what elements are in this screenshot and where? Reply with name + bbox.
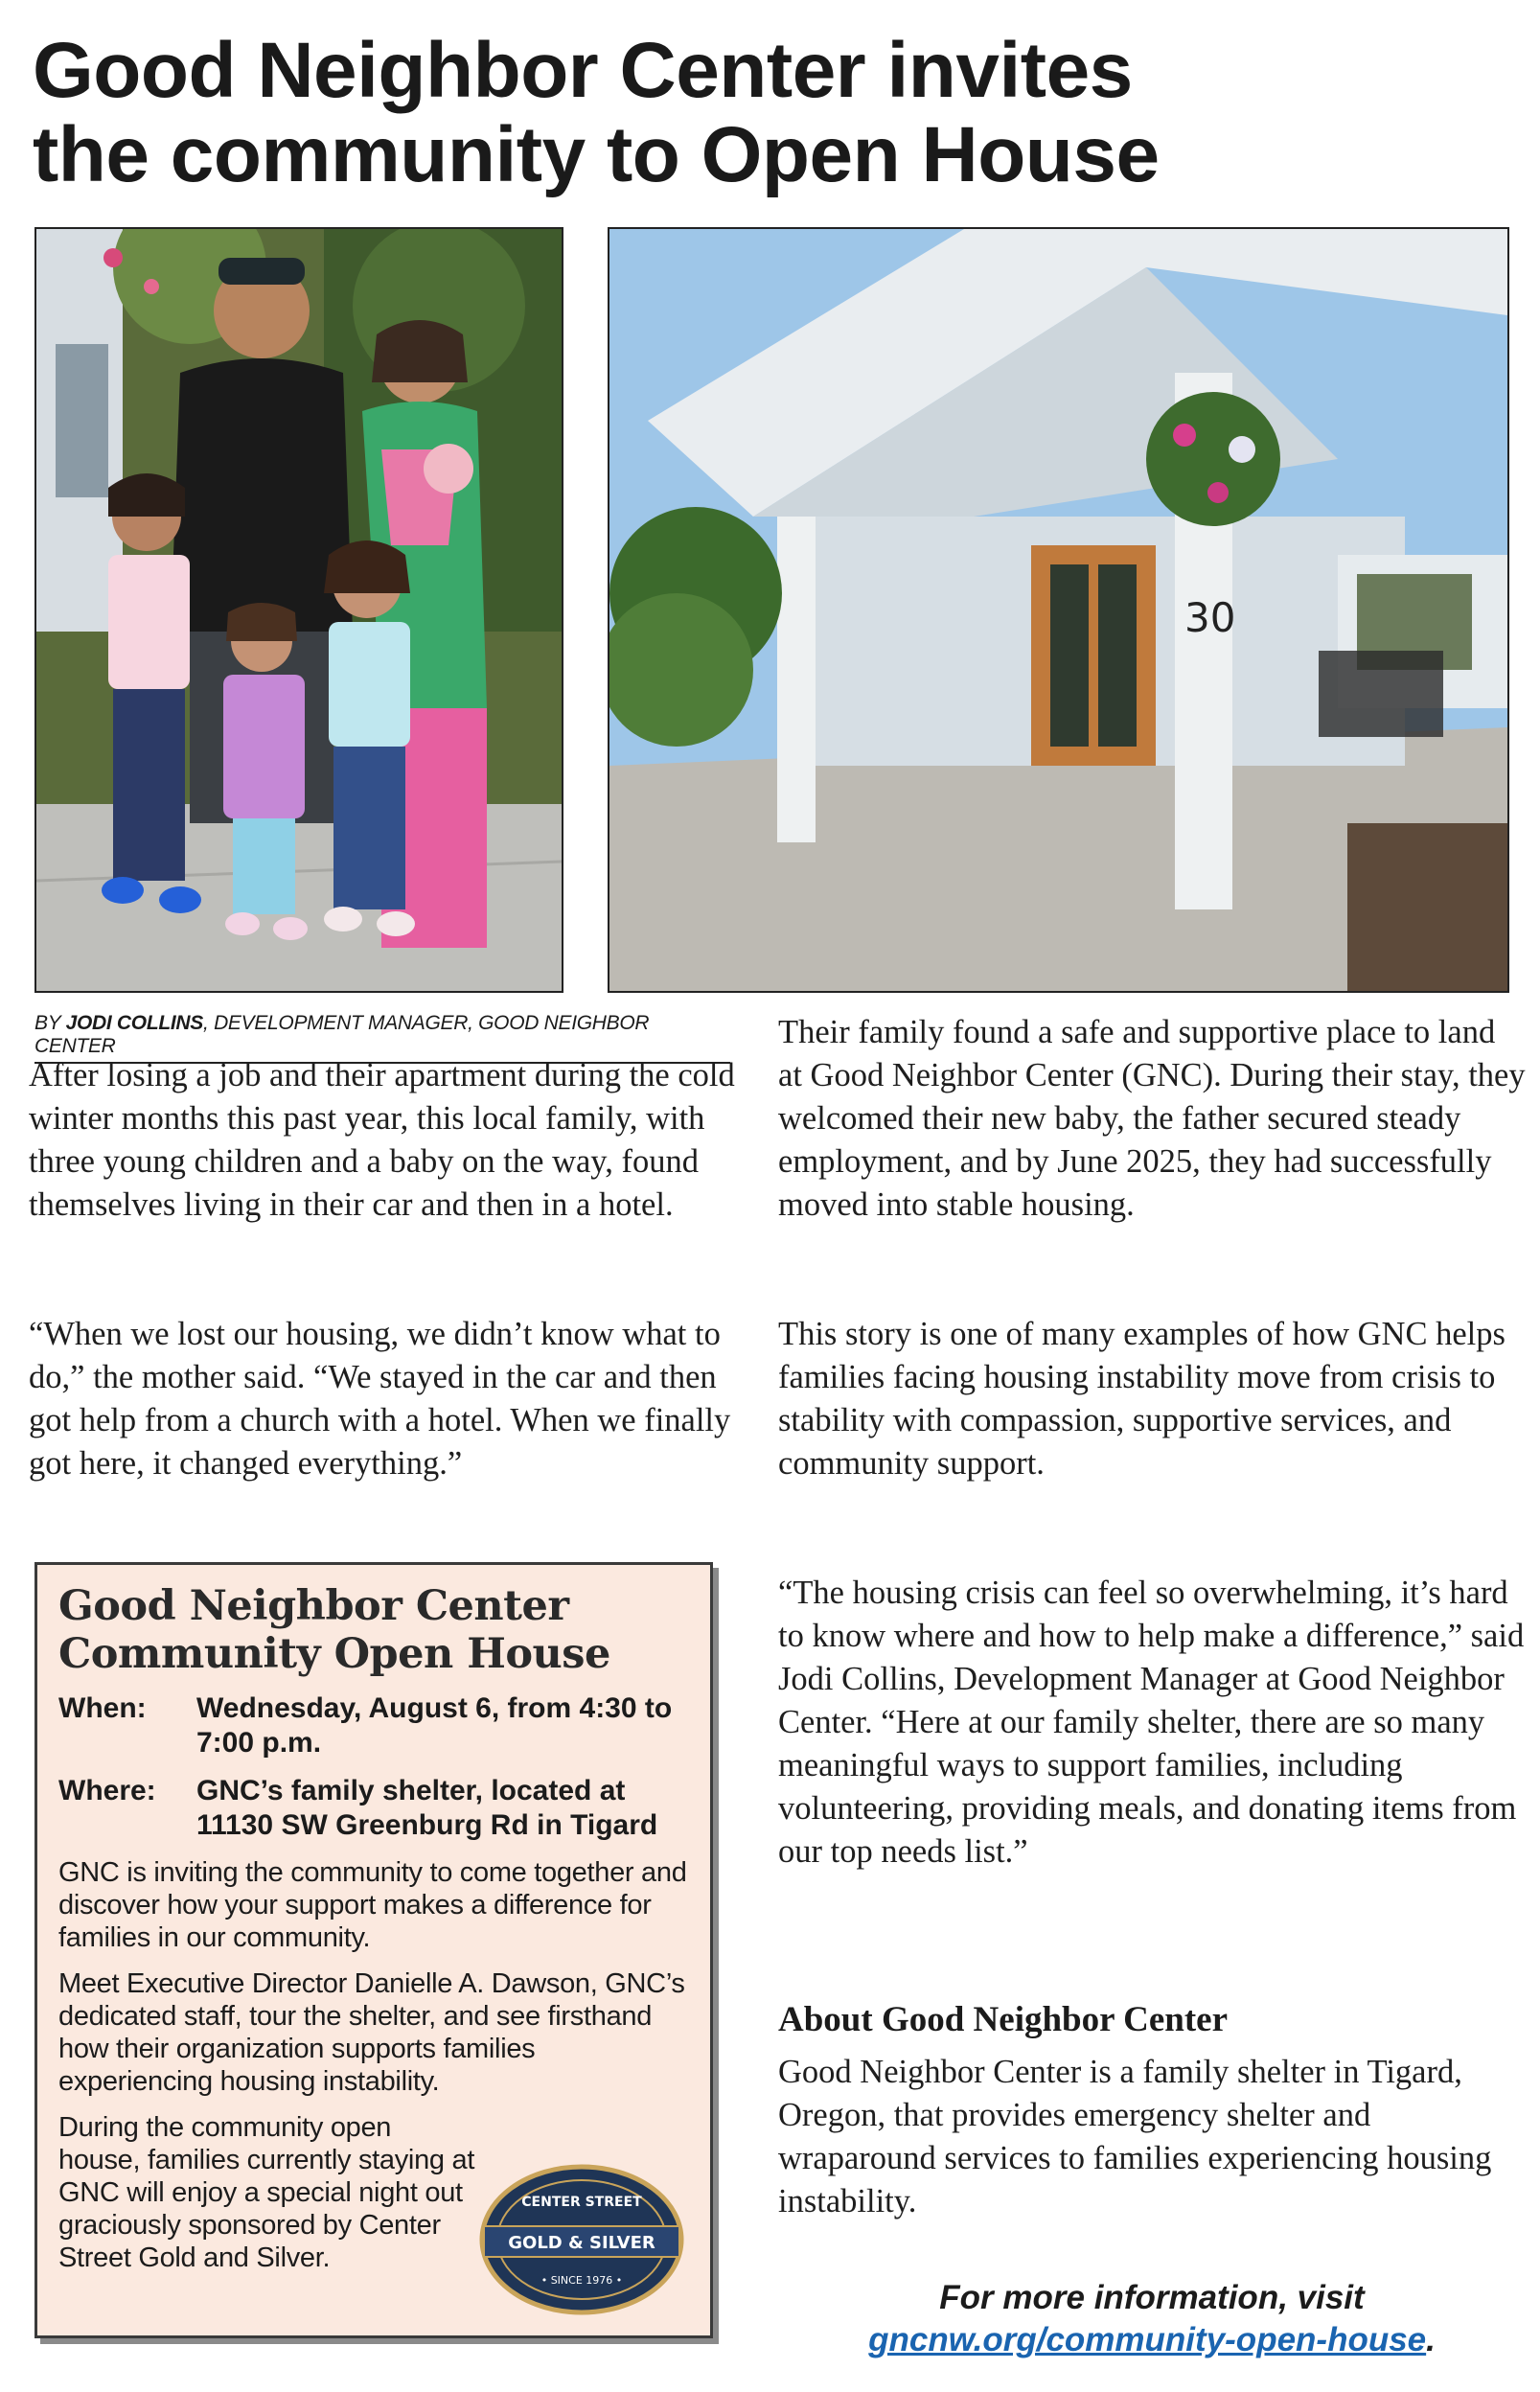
seal-middle-text: GOLD & SILVER [508,2233,655,2253]
where-row [58,1774,689,1843]
headline-line-2: the community to Open House [33,111,1160,198]
open-house-title-line-1: Good Neighbor Center [58,1582,569,1630]
shelter-entrance-illustration [609,229,1507,991]
about-heading: About Good Neighbor Center [778,2000,1229,2039]
article-paragraph-3: Their family found a safe and supportive place to land at Good Neighbor Center (GNC). During their stay, they welcomed their new baby, the father secured steady employment, and by June 2025, they had successfully moved into stable housing. [778,1014,1526,1223]
more-info-link[interactable]: gncnw.org/community-open-house [868,2321,1427,2358]
more-info [778,2277,1526,2361]
shelter-entrance-photo [608,227,1509,993]
open-house-paragraph-1: GNC is inviting the community to come together and discover how your support makes a difference for families in our community. [58,1857,687,1953]
article-paragraph-2: “When we lost our housing, we didn’t know what to do,” the mother said. “We stayed in the car and then got help from a church with a hotel. When we finally got here, it changed everything.” [29,1316,731,1482]
when-row [58,1691,689,1760]
open-house-title [58,1582,689,1678]
family-photo-illustration [36,229,562,991]
more-info-lead: For more information, visit [939,2279,1365,2316]
when-label: When: [58,1692,147,1724]
where-label: Where: [58,1775,156,1806]
about-paragraph: Good Neighbor Center is a family shelter in Tigard, Oregon, that provides emergency shelter and wraparound services to families experiencing housing instability. [778,2054,1492,2220]
seal-top-text: CENTER STREET [521,2195,642,2210]
family-photo [34,227,563,993]
byline-author: JODI COLLINS [65,1012,203,1034]
open-house-paragraph-2: Meet Executive Director Danielle A. Dawson, GNC’s dedicated staff, tour the shelter, and see firsthand how their organization supports families experiencing housing instability. [58,1968,685,2097]
house-number: 30 [1184,594,1236,641]
headline-line-1: Good Neighbor Center invites [33,27,1133,114]
article-paragraph-5: “The housing crisis can feel so overwhelming, it’s hard to know where and how to help make a difference,” said Jodi Collins, Development Manager at Good Neighbor Center. “Here at our family shelter, there are so many meaningful ways to support families, including volunteering, providing meals, and donating items from our top needs list.” [778,1575,1525,1870]
seal-bottom-text: • SINCE 1976 • [540,2274,623,2287]
byline-title: , DEVELOPMENT MANAGER, GOOD NEIGHBOR CENTER [34,1012,650,1057]
open-house-paragraph-3: During the community open house, families currently staying at GNC will enjoy a special night out graciously sponsored by Center Street Gold and Silver. [58,2112,475,2273]
more-info-period: . [1426,2321,1436,2358]
open-house-box [34,1562,713,2338]
headline [33,29,1508,197]
gold-silver-seal-logo [476,2163,687,2316]
article-paragraph-4: This story is one of many examples of how GNC helps families facing housing instability move from crisis to stability with compassion, supportive services, and community support. [778,1316,1506,1482]
byline-prefix: BY [34,1012,66,1034]
when-value: Wednesday, August 6, from 4:30 to 7:00 p.m. [196,1692,673,1759]
article-paragraph-1: After losing a job and their apartment during the cold winter months this past year, this local family, with three young children and a baby on the way, found themselves living in their car and then in a hotel. [29,1057,735,1223]
open-house-title-line-2: Community Open House [58,1630,610,1678]
where-value: GNC’s family shelter, located at 11130 SW Greenburg Rd in Tigard [196,1775,658,1841]
